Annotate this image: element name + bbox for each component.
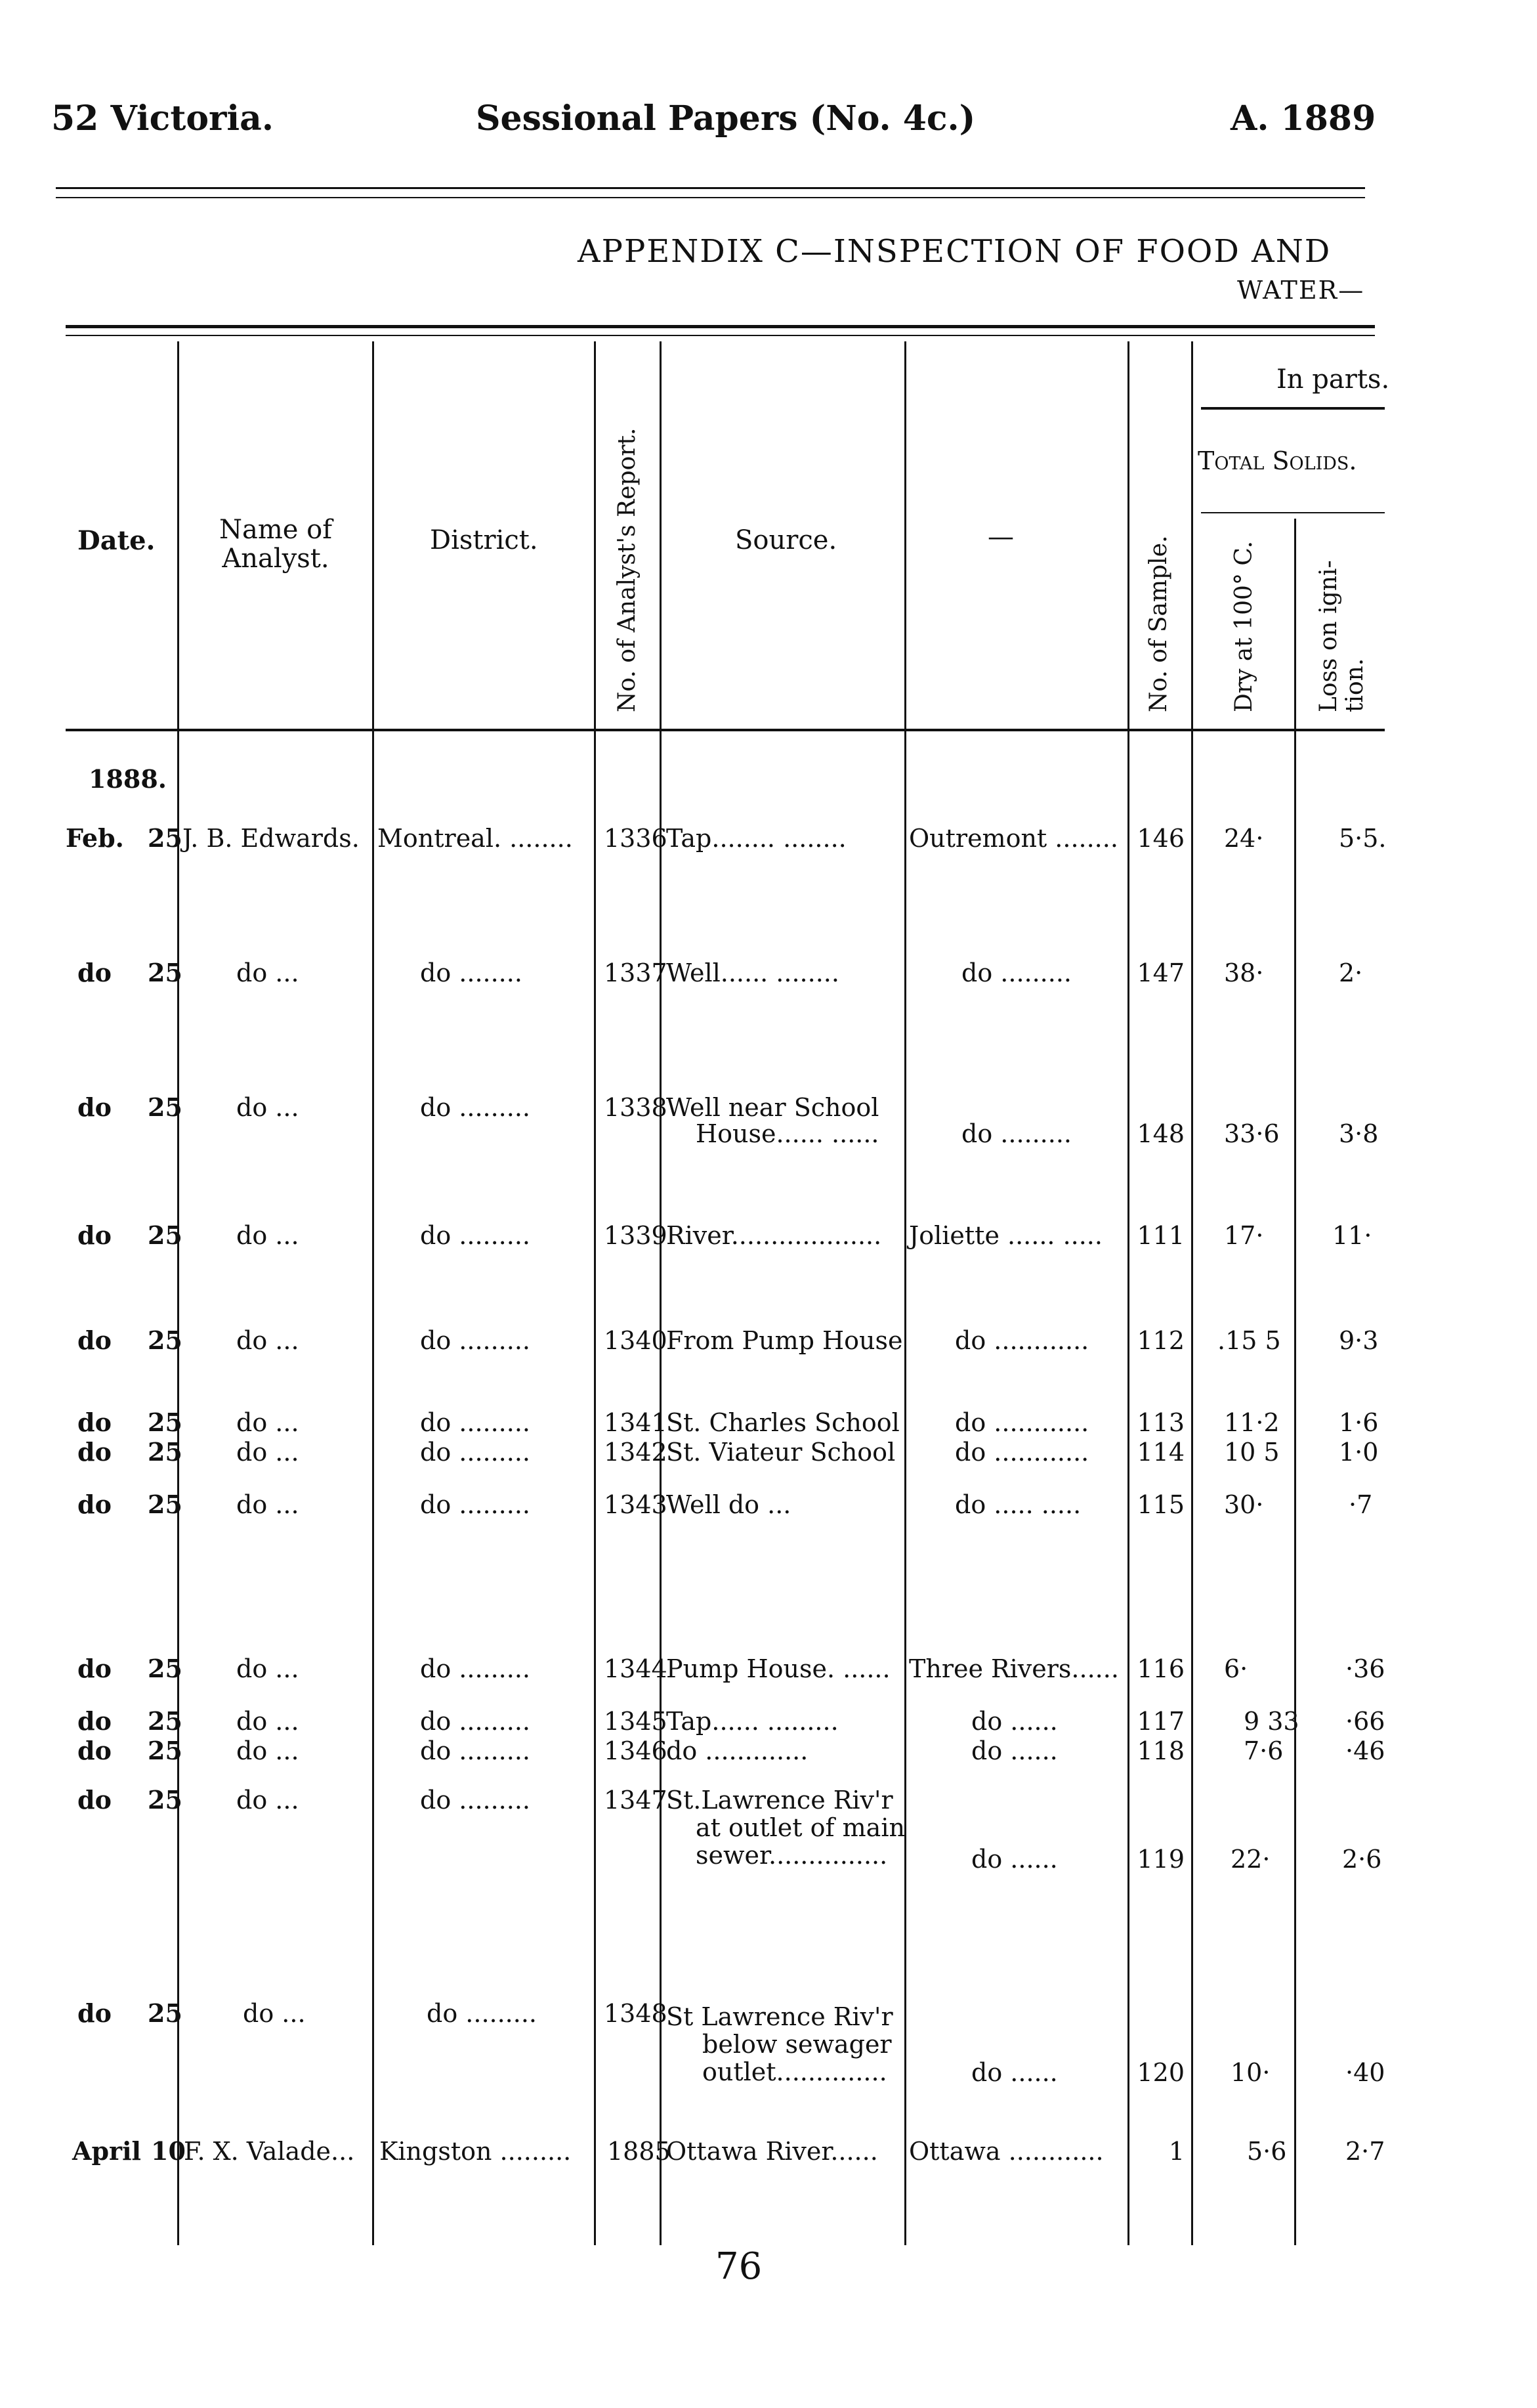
row-report: 1338 [604, 1093, 667, 1122]
header-source: Source. [735, 525, 837, 555]
row-sample: 147 [1137, 958, 1185, 987]
header-analyst: Name of Analyst. [219, 515, 333, 574]
row-source-cont: House...... ...... [696, 1119, 879, 1148]
row-dry: 10 5 [1224, 1438, 1280, 1467]
row-loss: 2· [1339, 958, 1363, 987]
header-right: A. 1889 [1231, 98, 1376, 139]
row-district: do ......... [420, 1438, 530, 1467]
row-date: do [77, 1785, 112, 1815]
col-divider-7 [1191, 341, 1193, 2245]
row-loss: 2·6 [1342, 1845, 1382, 1874]
row-sample: 112 [1137, 1326, 1185, 1355]
row-district: do ......... [420, 1654, 530, 1683]
row-report: 1348 [604, 1999, 667, 2028]
header-date: Date. [77, 525, 156, 556]
in-parts-rule [1201, 407, 1385, 410]
row-dry: 5·6 [1247, 2137, 1287, 2166]
row-date: do [77, 1325, 112, 1355]
row-day: 25 [148, 1437, 182, 1467]
row-place: Three Rivers...... [909, 1654, 1119, 1683]
row-day: 25 [148, 1092, 182, 1122]
row-source-cont: at outlet of main [696, 1813, 905, 1842]
row-sample: 114 [1137, 1438, 1185, 1467]
row-analyst: do ... [236, 1093, 299, 1122]
row-district: do ......... [427, 1999, 537, 2028]
row-date: do [77, 1220, 112, 1250]
row-district: do ......... [420, 1707, 530, 1736]
row-report: 1885 [607, 2137, 671, 2166]
row-report: 1344 [604, 1654, 667, 1683]
row-loss: 3·8 [1339, 1119, 1379, 1148]
row-district: Kingston ......... [379, 2137, 572, 2166]
col-divider-4 [660, 341, 662, 2245]
row-district: do ......... [420, 1326, 530, 1355]
row-dry: 6· [1224, 1654, 1248, 1683]
row-source: Well near School [666, 1093, 879, 1122]
row-source: Ottawa River...... [666, 2137, 878, 2166]
row-loss: ·7 [1349, 1490, 1373, 1519]
row-place: do ...... [971, 2058, 1058, 2087]
row-dry: 17· [1224, 1221, 1264, 1250]
page-number: 76 [715, 2245, 763, 2288]
row-date: do [77, 1998, 112, 2028]
row-dry: 24· [1224, 824, 1264, 853]
row-source: do ............. [666, 1736, 809, 1765]
row-date: do [77, 1654, 112, 1683]
row-loss: 1·0 [1339, 1438, 1379, 1467]
row-analyst: do ... [236, 1408, 299, 1437]
row-day: 25 [148, 1654, 182, 1683]
row-day: 25 [148, 1998, 182, 2028]
row-dry: 11·2 [1224, 1408, 1280, 1437]
row-analyst: do ... [236, 1736, 299, 1765]
row-date: do [77, 1408, 112, 1437]
row-day: 10 [151, 2136, 186, 2166]
row-loss: ·66 [1345, 1707, 1385, 1736]
header-loss: Loss on igni- tion. [1315, 560, 1368, 712]
row-analyst: do ... [236, 1438, 299, 1467]
row-dry: 7·6 [1244, 1736, 1284, 1765]
row-report: 1346 [604, 1736, 667, 1765]
row-report: 1341 [604, 1408, 667, 1437]
row-district: do ......... [420, 1736, 530, 1765]
header-bottom-rule [66, 729, 1385, 731]
row-source: Tap........ ........ [666, 824, 847, 853]
row-source: St. Charles School [666, 1408, 900, 1437]
row-loss: 1·6 [1339, 1408, 1379, 1437]
row-report: 1347 [604, 1786, 667, 1815]
row-district: do ......... [420, 1221, 530, 1250]
row-place: Outremont ........ [909, 824, 1118, 853]
row-sample: 148 [1137, 1119, 1185, 1148]
row-date: do [77, 1437, 112, 1467]
row-day: 25 [148, 1785, 182, 1815]
table-top-rule-1 [66, 325, 1375, 328]
row-report: 1339 [604, 1221, 667, 1250]
appendix-title: APPENDIX C—INSPECTION OF FOOD AND [578, 233, 1332, 270]
row-place: do ...... [971, 1845, 1058, 1874]
header-center: Sessional Papers (No. 4c.) [476, 98, 976, 139]
row-dry: 10· [1231, 2058, 1271, 2087]
row-place: Joliette ...... ..... [909, 1221, 1103, 1250]
col-divider-2 [372, 341, 374, 2245]
total-solids-rule [1201, 512, 1385, 513]
row-analyst: do ... [243, 1999, 306, 2028]
row-day: 25 [148, 1325, 182, 1355]
row-date: do [77, 958, 112, 987]
header-rule-1 [56, 187, 1365, 189]
row-analyst: do ... [236, 1707, 299, 1736]
header-total-solids: Total Solids. [1198, 446, 1357, 475]
row-loss: 9·3 [1339, 1326, 1379, 1355]
row-source: Well do ... [666, 1490, 791, 1519]
row-place: do ......... [961, 1119, 1072, 1148]
row-source: From Pump House [666, 1326, 903, 1355]
row-date: do [77, 1706, 112, 1736]
row-district: do ......... [420, 1786, 530, 1815]
row-place: do ......... [961, 958, 1072, 987]
row-analyst: J. B. Edwards. [182, 824, 360, 853]
year-label: 1888. [89, 764, 167, 794]
col-divider-8 [1294, 519, 1296, 2245]
row-district: do ......... [420, 1490, 530, 1519]
row-sample: 117 [1137, 1707, 1185, 1736]
row-sample: 1 [1168, 2137, 1185, 2166]
row-place: do ..... ..... [955, 1490, 1082, 1519]
row-sample: 116 [1137, 1654, 1185, 1683]
header-report: No. of Analyst's Report. [614, 427, 641, 712]
row-sample: 113 [1137, 1408, 1185, 1437]
col-divider-6 [1127, 341, 1129, 2245]
row-district: Montreal. ........ [377, 824, 573, 853]
appendix-subtitle: WATER— [1237, 276, 1365, 305]
row-sample: 146 [1137, 824, 1185, 853]
row-source: St.Lawrence Riv'r [666, 1786, 893, 1815]
col-divider-3 [594, 341, 596, 2245]
row-place: do ............ [955, 1408, 1089, 1437]
row-analyst: do ... [236, 1221, 299, 1250]
row-dry: 22· [1231, 1845, 1271, 1874]
row-source-cont: below sewager [702, 2030, 892, 2059]
row-source: Pump House. ...... [666, 1654, 891, 1683]
row-sample: 115 [1137, 1490, 1185, 1519]
row-sample: 119 [1137, 1845, 1185, 1874]
row-report: 1340 [604, 1326, 667, 1355]
row-day: 25 [148, 958, 182, 987]
row-source: River................... [666, 1221, 882, 1250]
row-day: 25 [148, 823, 182, 853]
row-analyst: do ... [236, 1654, 299, 1683]
row-analyst: do ... [236, 1490, 299, 1519]
row-source-cont: sewer............... [696, 1841, 888, 1870]
header-left: 52 Victoria. [51, 98, 274, 139]
row-sample: 111 [1137, 1221, 1185, 1250]
row-source-cont: outlet.............. [702, 2057, 887, 2086]
header-dry: Dry at 100° C. [1231, 540, 1257, 712]
header-in-parts: In parts. [1276, 364, 1390, 395]
row-place: do ...... [971, 1736, 1058, 1765]
row-loss: 5·5. [1339, 824, 1387, 853]
col-divider-5 [904, 341, 906, 2245]
row-date: do [77, 1490, 112, 1519]
row-place: do ............ [955, 1326, 1089, 1355]
row-sample: 118 [1137, 1736, 1185, 1765]
row-dry: 33·6 [1224, 1119, 1280, 1148]
row-loss: ·40 [1345, 2058, 1385, 2087]
row-source: St Lawrence Riv'r [666, 2002, 893, 2031]
row-district: do ......... [420, 1408, 530, 1437]
table-top-rule-2 [66, 335, 1375, 336]
row-date: do [77, 1736, 112, 1765]
row-dry: .15 5 [1217, 1326, 1281, 1355]
header-blank: — [988, 522, 1014, 552]
row-report: 1337 [604, 958, 667, 987]
row-loss: 11· [1332, 1221, 1372, 1250]
row-dry: 30· [1224, 1490, 1264, 1519]
row-date: do [77, 1092, 112, 1122]
row-source: Tap...... ......... [666, 1707, 839, 1736]
row-district: do ........ [420, 958, 522, 987]
col-divider-1 [177, 341, 179, 2245]
row-dry: 9 33 [1244, 1707, 1299, 1736]
row-district: do ......... [420, 1093, 530, 1122]
row-date: April [72, 2136, 141, 2166]
row-analyst: do ... [236, 1326, 299, 1355]
row-loss: ·36 [1345, 1654, 1385, 1683]
header-district: District. [430, 525, 538, 555]
row-analyst: do ... [236, 1786, 299, 1815]
row-source: Well...... ........ [666, 958, 839, 987]
row-report: 1345 [604, 1707, 667, 1736]
row-place: do ...... [971, 1707, 1058, 1736]
row-loss: 2·7 [1345, 2137, 1385, 2166]
row-source: St. Viateur School [666, 1438, 896, 1467]
row-report: 1336 [604, 824, 667, 853]
row-place: do ............ [955, 1438, 1089, 1467]
row-analyst: F. X. Valade... [184, 2137, 355, 2166]
row-day: 25 [148, 1736, 182, 1765]
row-report: 1343 [604, 1490, 667, 1519]
row-day: 25 [148, 1490, 182, 1519]
header-rule-2 [56, 197, 1365, 198]
row-report: 1342 [604, 1438, 667, 1467]
row-analyst: do ... [236, 958, 299, 987]
row-loss: ·46 [1345, 1736, 1385, 1765]
row-day: 25 [148, 1220, 182, 1250]
header-sample: No. of Sample. [1145, 535, 1172, 712]
row-sample: 120 [1137, 2058, 1185, 2087]
row-day: 25 [148, 1408, 182, 1437]
row-place: Ottawa ............ [909, 2137, 1104, 2166]
row-day: 25 [148, 1706, 182, 1736]
row-date: Feb. [66, 823, 124, 853]
row-dry: 38· [1224, 958, 1264, 987]
